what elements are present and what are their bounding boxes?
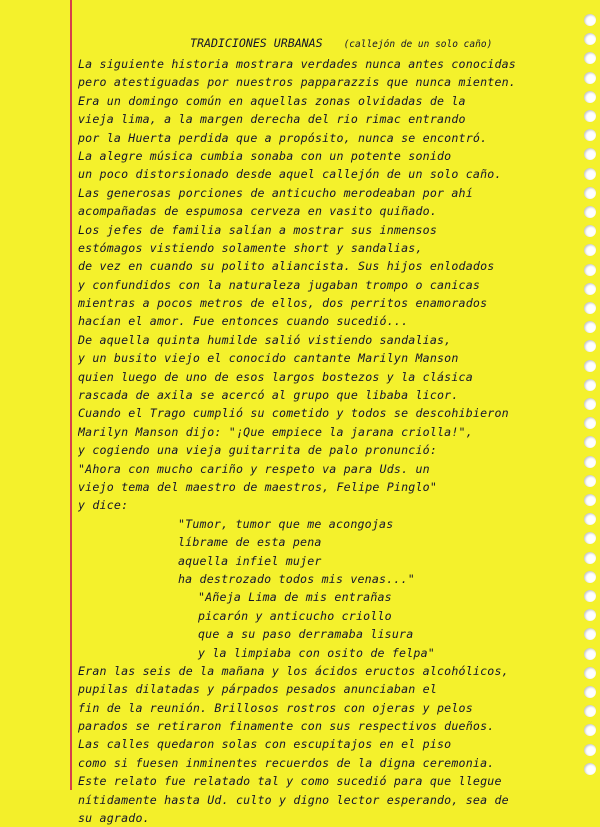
text-line: "Añeja Lima de mis entrañas xyxy=(198,590,392,605)
text-line: rascada de axila se acercó al grupo que libaba licor. xyxy=(78,388,459,403)
text-line: aquella infiel mujer xyxy=(178,553,322,568)
text-line: su agrado. xyxy=(78,811,150,826)
title-text: TRADICIONES URBANAS xyxy=(190,36,323,50)
text-line: pupilas dilatadas y párpados pesados anunciaban el xyxy=(78,682,438,697)
text-line: y confundidos con la naturaleza jugaban trompo o canicas xyxy=(78,277,481,292)
text-line: y la limpiaba con osito de felpa" xyxy=(198,645,435,660)
text-line: y dice: xyxy=(78,498,129,513)
binding-hole xyxy=(584,14,596,26)
binding-hole xyxy=(584,283,596,295)
binding-hole xyxy=(584,571,596,583)
binding-hole xyxy=(584,302,596,314)
text-line: fin de la reunión. Brillosos rostros con ojeras y pelos xyxy=(78,700,473,715)
text-line: "Tumor, tumor que me acongojas xyxy=(178,516,394,531)
text-line: y un busito viejo el conocido cantante Marilyn Manson xyxy=(78,351,459,366)
text-line: y cogiendo una vieja guitarrita de palo pronunció: xyxy=(78,443,438,458)
document-title xyxy=(190,36,492,50)
binding-hole xyxy=(584,244,596,256)
binding-hole xyxy=(584,206,596,218)
binding-hole xyxy=(584,129,596,141)
text-line: que a su paso derramaba lisura xyxy=(198,627,414,642)
text-line: La siguiente historia mostrara verdades nunca antes conocidas xyxy=(78,57,516,71)
binding-hole xyxy=(584,321,596,333)
text-line: Los jefes de familia salían a mostrar sus inmensos xyxy=(78,222,438,237)
binding-hole xyxy=(584,552,596,564)
text-line: un poco distorsionado desde aquel callejón de un solo caño. xyxy=(78,167,502,182)
binding-hole xyxy=(584,763,596,775)
binding-hole xyxy=(584,360,596,372)
text-line: parados se retiraron finamente con sus respectivos dueños. xyxy=(78,719,495,734)
text-line: por la Huerta perdida que a propósito, nunca se encontró. xyxy=(78,130,488,145)
text-line: hacían el amor. Fue entonces cuando sucedió... xyxy=(78,314,409,329)
binding-hole xyxy=(584,532,596,544)
binding-hole xyxy=(584,609,596,621)
binding-hole xyxy=(584,628,596,640)
text-line: Cuando el Trago cumplió su cometido y todos se descohibieron xyxy=(78,406,509,421)
handwritten-text xyxy=(78,55,548,827)
binding-hole xyxy=(584,744,596,756)
binding-hole xyxy=(584,436,596,448)
text-line: como si fuesen inminentes recuerdos de la digna ceremonia. xyxy=(78,755,495,770)
binding-hole xyxy=(584,72,596,84)
text-line: acompañadas de espumosa cerveza en vasito quiñado. xyxy=(78,204,438,219)
binding-hole xyxy=(584,52,596,64)
text-line: Marilyn Manson dijo: "¡Que empiece la jarana criolla!", xyxy=(78,424,473,439)
binding-hole xyxy=(584,379,596,391)
binding-hole xyxy=(584,417,596,429)
binding-hole xyxy=(584,148,596,160)
binding-hole xyxy=(584,648,596,660)
text-line: viejo tema del maestro de maestros, Felipe Pinglo" xyxy=(78,479,438,494)
text-line: Las generosas porciones de anticucho merodeaban por ahí xyxy=(78,185,473,200)
binding-hole xyxy=(584,398,596,410)
binding-hole xyxy=(584,686,596,698)
binding-hole xyxy=(584,513,596,525)
binding-hole xyxy=(584,724,596,736)
binding-hole xyxy=(584,225,596,237)
text-line: Eran las seis de la mañana y los ácidos eructos alcohólicos, xyxy=(78,663,509,678)
binding-hole xyxy=(584,33,596,45)
binding-hole xyxy=(584,187,596,199)
binding-hole xyxy=(584,91,596,103)
spiral-binding xyxy=(570,0,600,790)
binding-hole xyxy=(584,667,596,679)
text-line: nítidamente hasta Ud. culto y digno lector esperando, sea de xyxy=(78,792,509,807)
text-line: quien luego de uno de esos largos bostezos y la clásica xyxy=(78,369,473,384)
margin-line xyxy=(70,0,72,790)
binding-hole xyxy=(584,110,596,122)
text-line: líbrame de esta pena xyxy=(178,535,322,550)
text-line: vieja lima, a la margen derecha del rio rimac entrando xyxy=(78,112,466,127)
text-line: de vez en cuando su polito aliancista. Sus hijos enlodados xyxy=(78,259,495,274)
binding-hole xyxy=(584,475,596,487)
text-line: Las calles quedaron solas con escupitajos en el piso xyxy=(78,737,452,752)
text-line: La alegre música cumbia sonaba con un potente sonido xyxy=(78,148,452,163)
binding-hole xyxy=(584,340,596,352)
text-line: picarón y anticucho criollo xyxy=(198,608,392,623)
text-line: ha destrozado todos mis venas..." xyxy=(178,571,415,586)
binding-hole xyxy=(584,494,596,506)
title-subtitle: (callejón de un solo caño) xyxy=(343,39,493,50)
binding-hole xyxy=(584,705,596,717)
text-line: "Ahora con mucho cariño y respeto va para Uds. un xyxy=(78,461,430,476)
text-line: estómagos vistiendo solamente short y sandalias, xyxy=(78,240,423,255)
text-line: De aquella quinta humilde salió vistiendo sandalias, xyxy=(78,332,452,347)
binding-hole xyxy=(584,590,596,602)
text-line: Era un domingo común en aquellas zonas olvidadas de la xyxy=(78,93,466,108)
text-line: mientras a pocos metros de ellos, dos perritos enamorados xyxy=(78,296,488,311)
binding-hole xyxy=(584,264,596,276)
text-line: Este relato fue relatado tal y como sucedió para que llegue xyxy=(78,774,502,789)
text-line: pero atestiguadas por nuestros papparazzis que nunca mienten. xyxy=(78,75,516,90)
binding-hole xyxy=(584,168,596,180)
binding-hole xyxy=(584,456,596,468)
